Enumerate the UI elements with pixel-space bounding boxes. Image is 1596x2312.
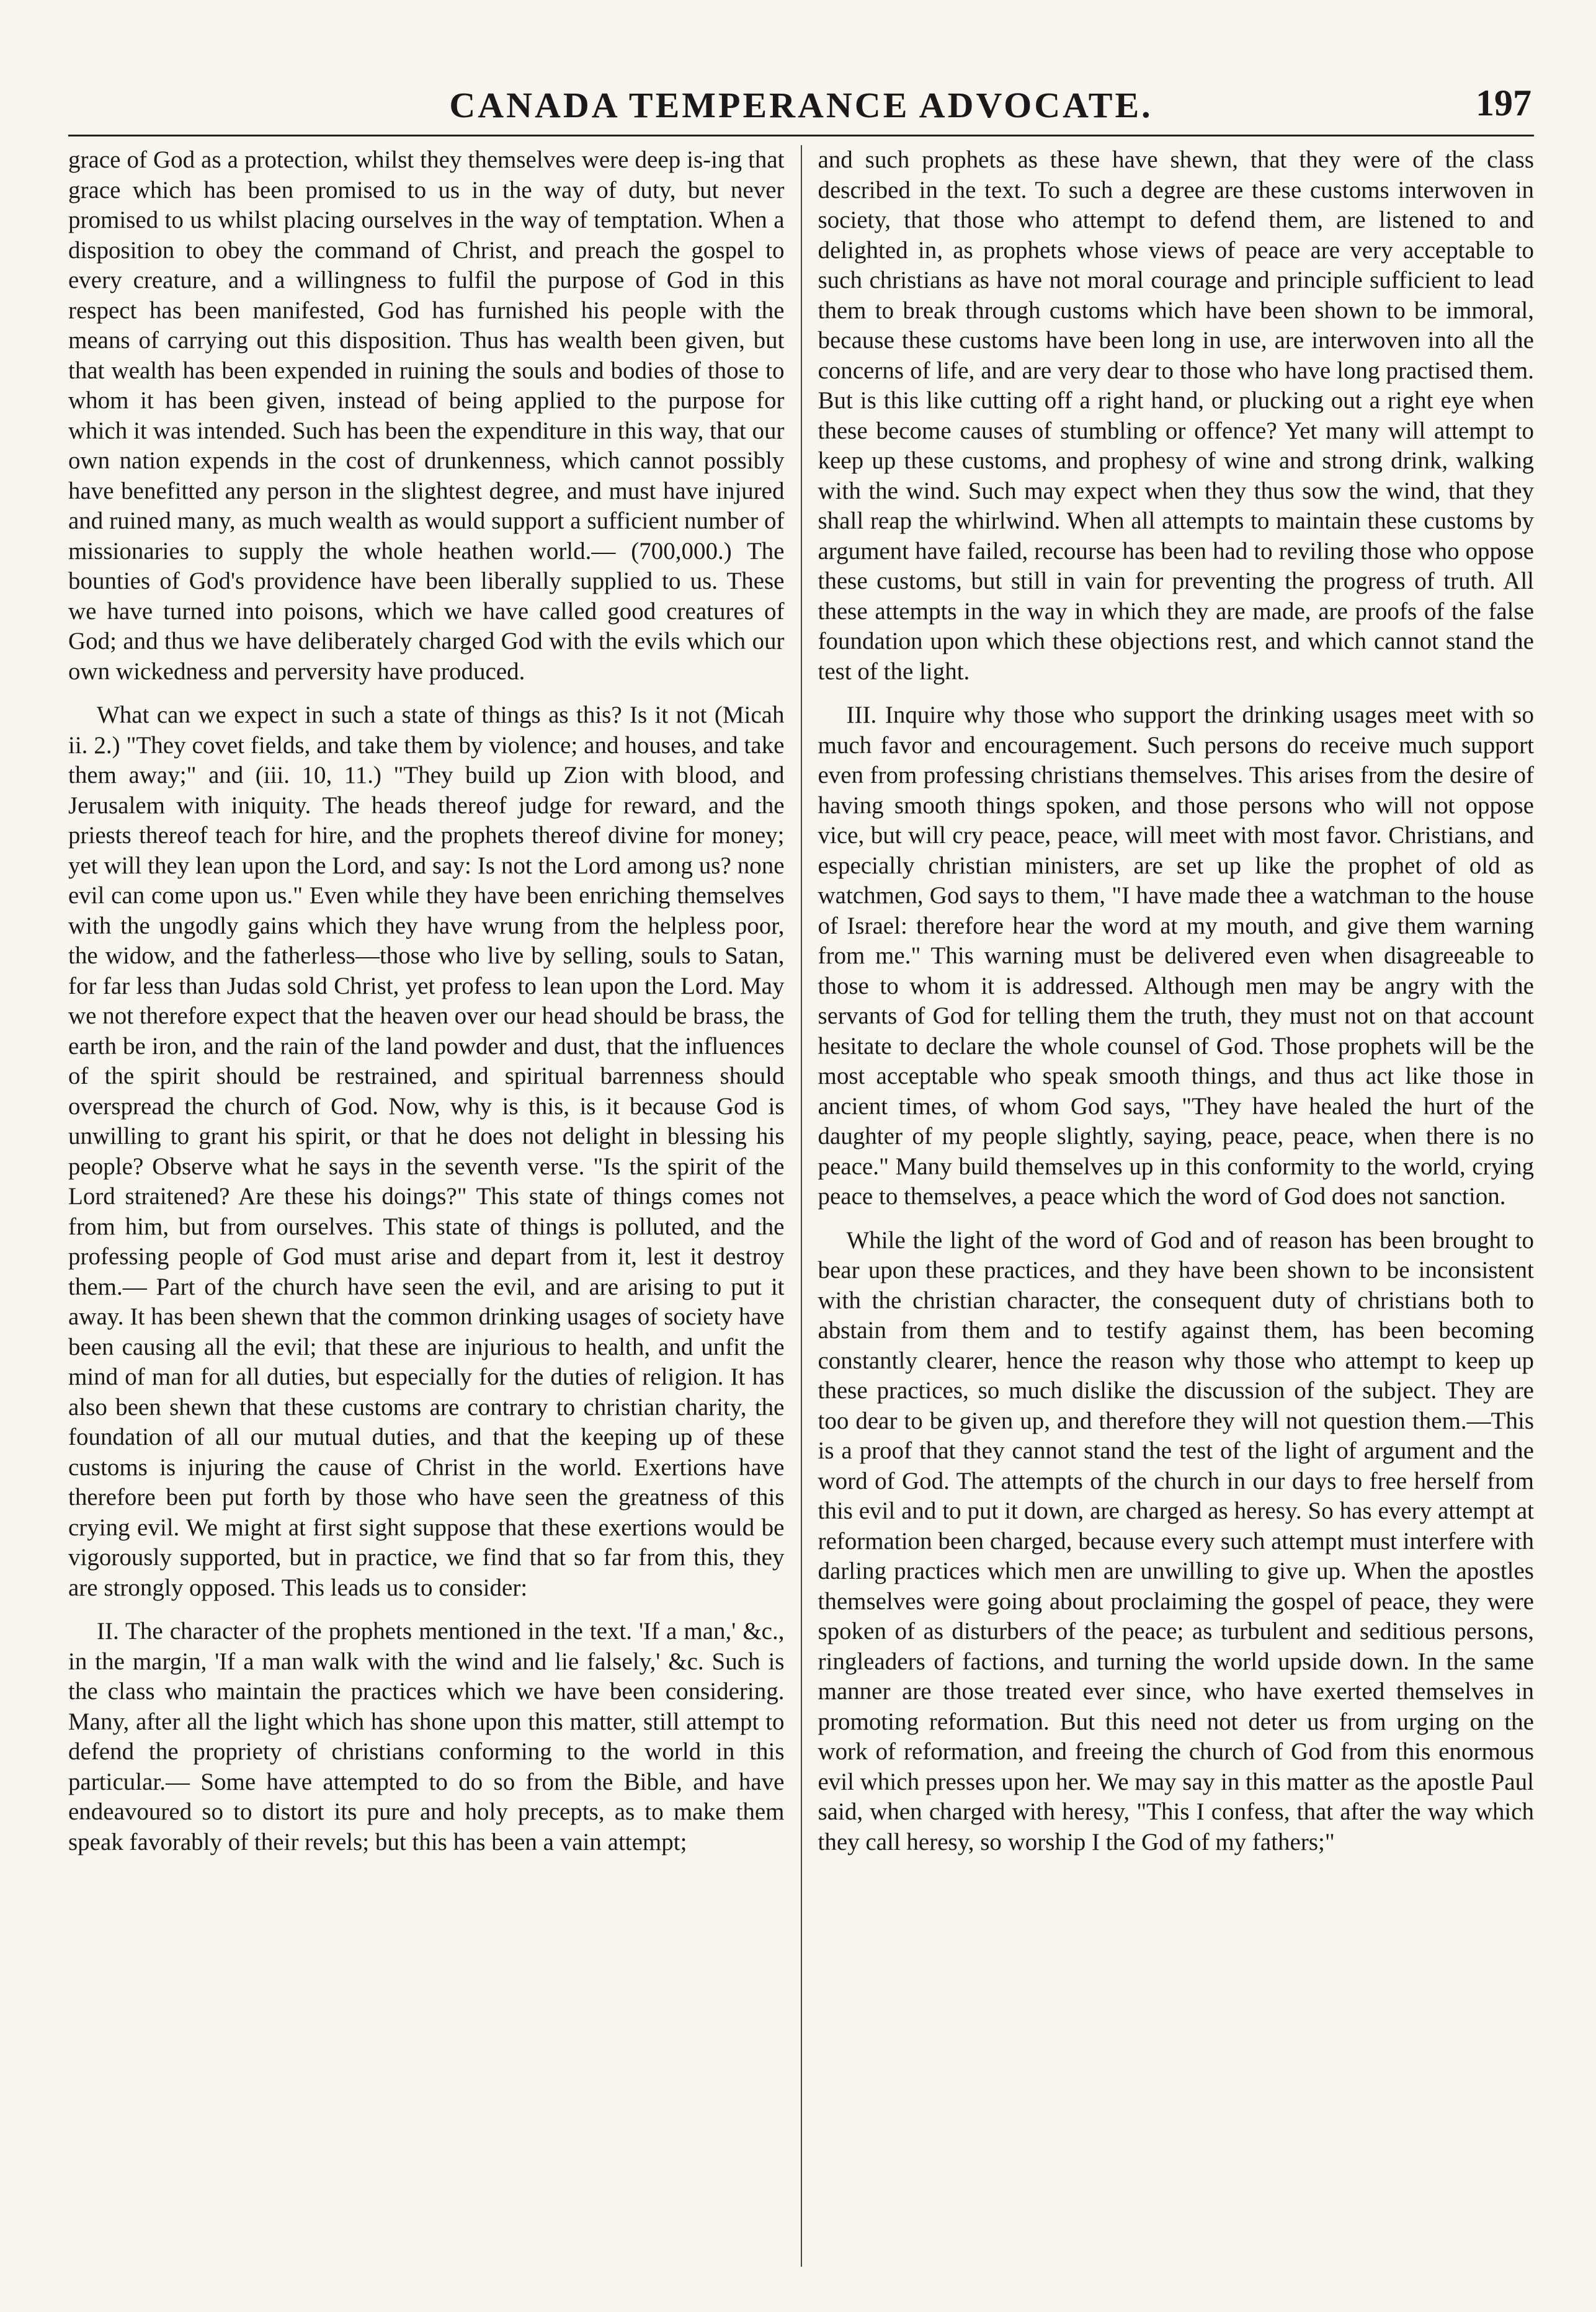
page-number: 197 <box>1476 83 1531 123</box>
article-columns <box>68 145 1534 2267</box>
paragraph: II. The character of the prophets mentioned in the text. 'If a man,' &c., in the margin, 'If a man walk with the wind and lie falsely,' &c. Such is the class who maintain the practices which we have been considering. Many, after all the light which has shone upon this matter, still attempt to defend the propriety of christians conforming to the world in this particular.— Some have attempted to do so from the Bible, and have endeavoured so to distort its pure and holy precepts, as to make them speak favorably of their revels; but this has been a vain attempt; <box>68 1618 785 1855</box>
paragraph: and such prophets as these have shewn, that they were of the class described in the text. To such a degree are these customs interwoven in society, that those who attempt to defend them, are listened to and delighted in, as prophets whose views of peace are very acceptable to such christians as have not moral courage and principle sufficient to lead them to break through customs which have been shown to be immoral, because these customs have been long in use, are interwoven into all the concerns of life, and are very dear to those who have long practised them. But is this like cutting off a right hand, or plucking out a right eye when these become causes of stumbling or offence? Yet many will attempt to keep up these customs, and prophesy of wine and strong drink, walking with the wind. Such may expect when they thus sow the wind, that they shall reap the whirlwind. When all attempts to maintain these customs by argument have failed, recourse has been had to reviling those who oppose these customs, but still in vain for preventing the progress of truth. All these attempts in the way in which they are made, are proofs of the false foundation upon which these objections rest, and which cannot stand the test of the light. <box>818 146 1534 685</box>
left-column <box>68 145 802 2267</box>
paragraph: III. Inquire why those who support the drinking usages meet with so much favor and encouragement. Such persons do receive much support even from professing christians themselves. This arises from the desire of having smooth things spoken, and those persons who will not oppose vice, but will cry peace, peace, will meet with most favor. Christians, and especially christian ministers, are set up like the prophet of old as watchmen, God says to them, "I have made thee a watchman to the house of Israel: therefore hear the word at my mouth, and give them warning from me." This warning must be delivered even when disagreeable to those to whom it is addressed. Although men may be angry with the servants of God for telling them the truth, they must not on that account hesitate to declare the whole counsel of God. Those prophets will be the most acceptable who speak smooth things, and thus act like those in ancient times, of whom God says, "They have healed the hurt of the daughter of my people slightly, saying, peace, peace, when there is no peace." Many build themselves up in this conformity to the world, crying peace to themselves, a peace which the word of God does not sanction. <box>818 702 1534 1210</box>
right-column <box>802 145 1535 2267</box>
publication-title: CANADA TEMPERANCE ADVOCATE. <box>449 85 1153 125</box>
paragraph: What can we expect in such a state of things as this? Is it not (Micah ii. 2.) "They covet fields, and take them by violence; and houses, and take them away;" and (iii. 10, 11.) "They build up Zion with blood, and Jerusalem with iniquity. The heads thereof judge for reward, and the priests thereof teach for hire, and the prophets thereof divine for money; yet will they lean upon the Lord, and say: Is not the Lord among us? none evil can come upon us." Even while they have been enriching themselves with the ungodly gains which they have wrung from the helpless poor, the widow, and the fatherless—those who live by selling, souls to Satan, for far less than Judas sold Christ, yet profess to lean upon the Lord. May we not therefore expect that the heaven over our head should be brass, the earth be iron, and the rain of the land powder and dust, that the influences of the spirit should be restrained, and spiritual barrenness should overspread the church of God. Now, why is this, is it because God is unwilling to grant his spirit, or that he does not delight in blessing his people? Observe what he says in the seventh verse. "Is the spirit of the Lord straitened? Are these his doings?" This state of things comes not from him, but from ourselves. This state of things is polluted, and the professing people of God must arise and depart from it, lest it destroy them.— Part of the church have seen the evil, and are arising to put it away. It has been shewn that the common drinking usages of society have been causing all the evil; that these are injurious to health, and unfit the mind of man for all duties, but especially for the duties of religion. It has also been shewn that these customs are contrary to christian charity, the foundation of all our mutual duties, and that the keeping up of these customs is injuring the cause of Christ in the world. Exertions have therefore been put forth by those who have seen the greatness of this crying evil. We might at first sight suppose that these exertions would be vigorously supported, but in practice, we find that so far from this, they are strongly opposed. This leads us to consider: <box>68 702 785 1601</box>
paragraph: While the light of the word of God and of reason has been brought to bear upon these practices, and they have been shown to be inconsistent with the christian character, the consequent duty of christians both to abstain from them and to testify against them, has been becoming constantly clearer, hence the reason why those who attempt to keep up these practices, so much dislike the discussion of the subject. They are too dear to be given up, and therefore they will not question them.—This is a proof that they cannot stand the test of the light of argument and the word of God. The attempts of the church in our days to free herself from this evil and to put it down, are charged as heresy. So has every attempt at reformation been charged, because every such attempt must interfere with darling practices which men are unwilling to give up. When the apostles themselves were going about proclaiming the gospel of peace, they were spoken of as disturbers of the peace; as turbulent and seditious persons, ringleaders of factions, and turning the world upside down. In the same manner are those treated ever since, who have exerted themselves in promoting reformation. But this need not deter us from urging on the work of reformation, and freeing the church of God from this enormous evil which presses upon her. We may say in this matter as the apostle Paul said, when charged with heresy, "This I confess, that after the way which they call heresy, so worship I the God of my fathers;" <box>818 1226 1534 1855</box>
page-header <box>68 62 1534 136</box>
paragraph: grace of God as a protection, whilst they themselves were deep is-ing that grace which has been promised to us in the way of duty, but never promised to us whilst placing ourselves in the way of temptation. When a disposition to obey the command of Christ, and preach the gospel to every creature, and a willingness to fulfil the purpose of God in this respect has been manifested, God has furnished his people with the means of carrying out this disposition. Thus has wealth been given, but that wealth has been expended in ruining the souls and bodies of those to whom it has been given, instead of being applied to the purpose for which it was intended. Such has been the expenditure in this way, that our own nation expends in the cost of drunkenness, which cannot possibly have benefitted any person in the slightest degree, and must have injured and ruined many, as much wealth as would support a sufficient number of missionaries to supply the whole heathen world.— (700,000.) The bounties of God's providence have been liberally supplied to us. These we have turned into poisons, which we have called good creatures of God; and thus we have deliberately charged God with the evils which our own wickedness and perversity have produced. <box>68 146 785 685</box>
